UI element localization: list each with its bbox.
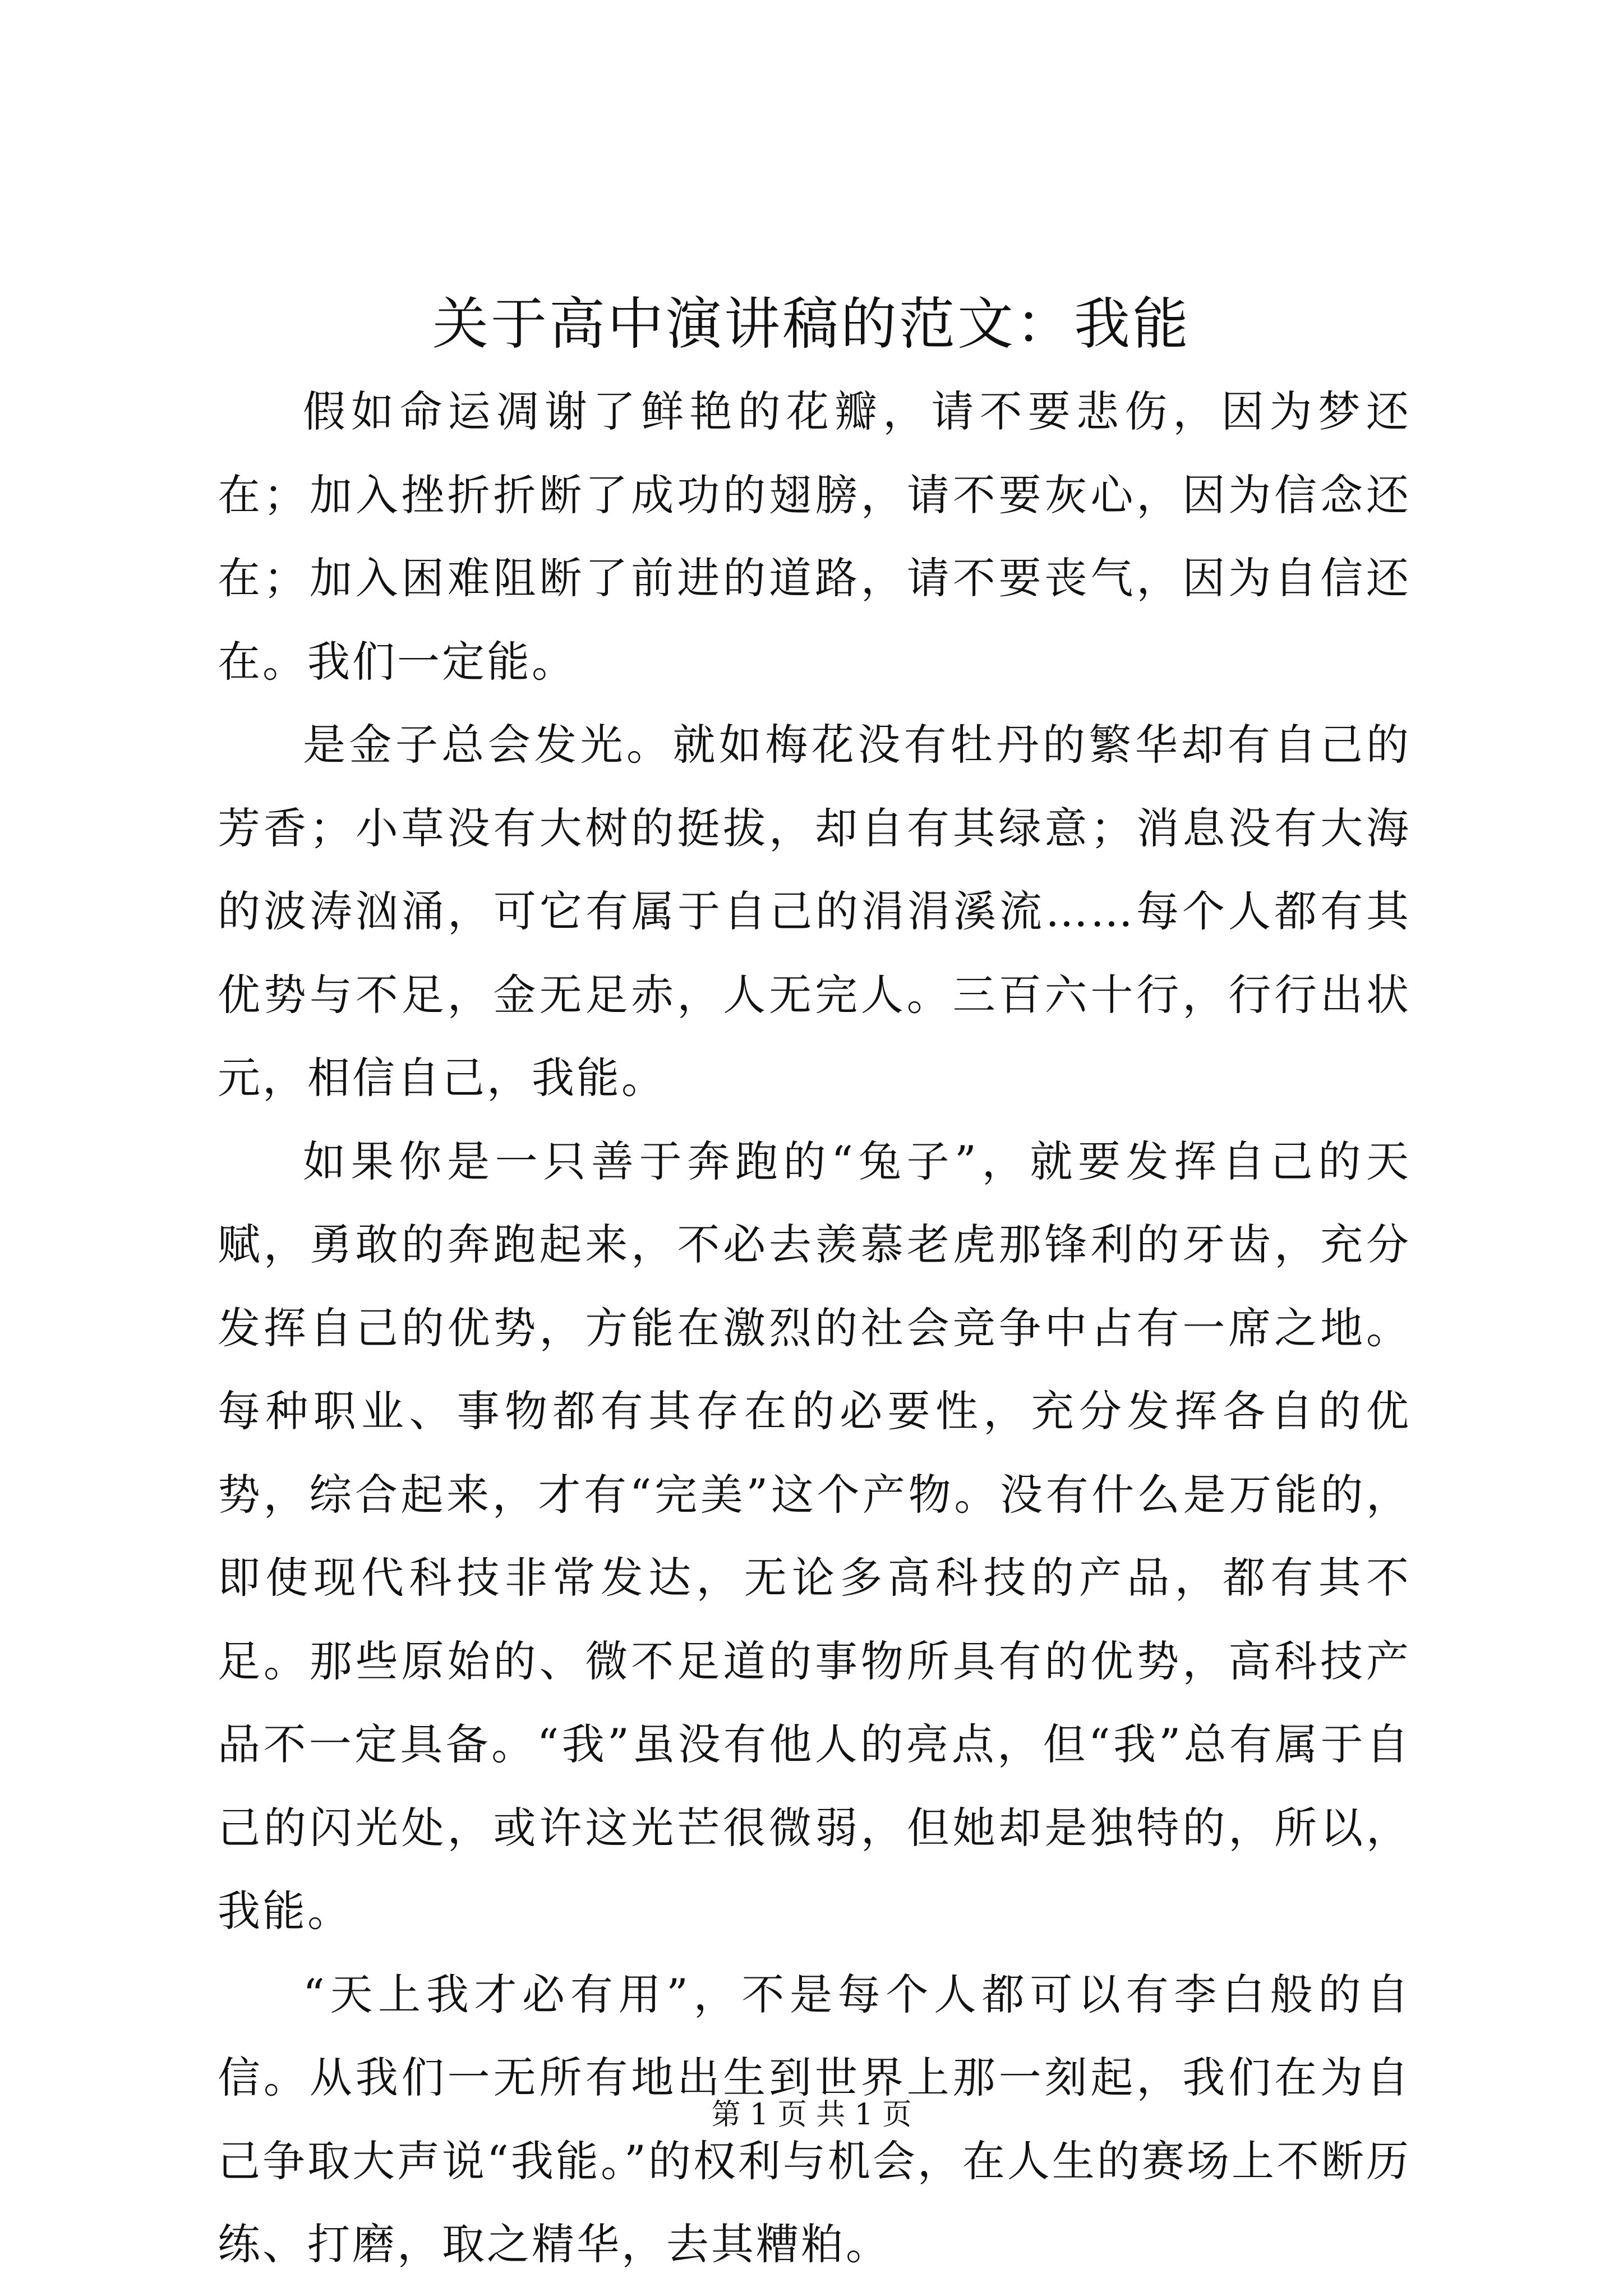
page-footer: 第 1 页 共 1 页 bbox=[711, 2098, 912, 2132]
paragraph-4: “天上我才必有用”，不是每个人都可以有李白般的自信。从我们一无所有地出生到世界上那一刻起，我们在为自己争取大声说“我能。”的权利与机会，在人生的赛场上不断历练、打磨，取之精华，去其糟粕。 bbox=[218, 1969, 1411, 2269]
document-body bbox=[218, 370, 1411, 2286]
document-title: 关于高中演讲稿的范文：我能 bbox=[432, 291, 1191, 357]
paragraph-3: 如果你是一只善于奔跑的“兔子”，就要发挥自己的天赋，勇敢的奔跑起来，不必去羡慕老虎那锋利的牙齿，充分发挥自己的优势，方能在激烈的社会竞争中占有一席之地。每种职业、事物都有其存在的必要性，充分发挥各自的优势，综合起来，才有“完美”这个产物。没有什么是万能的，即使现代科技非常发达，无论多高科技的产品，都有其不足。那些原始的、微不足道的事物所具有的优势，高科技产品不一定具备。“我”虽没有他人的亮点，但“我”总有属于自己的闪光处，或许这光芒很微弱，但她却是独特的，所以，我能。 bbox=[218, 1136, 1411, 1936]
paragraph-2: 是金子总会发光。就如梅花没有牡丹的繁华却有自己的芳香；小草没有大树的挺拔，却自有其绿意；消息没有大海的波涛汹涌，可它有属于自己的涓涓溪流……每个人都有其优势与不足，金无足赤，人无完人。三百六十行，行行出状元，相信自己，我能。 bbox=[218, 720, 1411, 1103]
paragraph-1: 假如命运凋谢了鲜艳的花瓣，请不要悲伤，因为梦还在；加入挫折折断了成功的翅膀，请不要灰心，因为信念还在；加入困难阻断了前进的道路，请不要丧气，因为自信还在。我们一定能。 bbox=[218, 386, 1411, 687]
